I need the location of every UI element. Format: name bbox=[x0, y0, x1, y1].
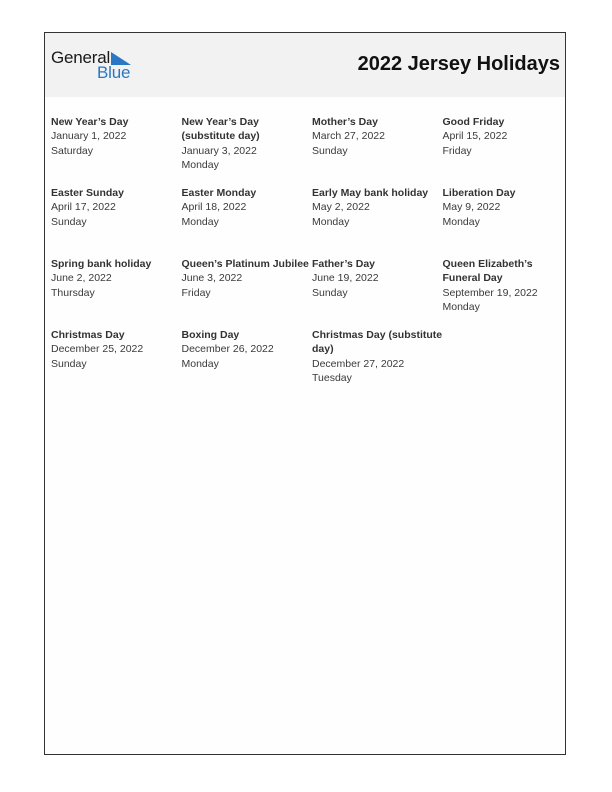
holiday-date: December 27, 2022 bbox=[312, 357, 405, 370]
holiday-weekday: Monday bbox=[181, 215, 219, 228]
holiday-date: March 27, 2022 bbox=[312, 130, 385, 143]
holiday-item bbox=[182, 328, 313, 399]
holiday-weekday: Friday bbox=[181, 286, 211, 299]
holiday-name: New Year’s Day (substitute day) bbox=[181, 116, 260, 143]
holiday-name: Queen’s Platinum Jubilee bbox=[181, 258, 309, 270]
holiday-item bbox=[312, 186, 443, 257]
holiday-name: Christmas Day bbox=[51, 329, 125, 341]
holiday-item bbox=[312, 257, 443, 328]
holiday-item bbox=[51, 115, 182, 186]
holiday-name: Easter Sunday bbox=[51, 187, 124, 199]
holiday-date: January 3, 2022 bbox=[181, 144, 257, 157]
holiday-date: January 1, 2022 bbox=[51, 130, 127, 143]
holiday-item bbox=[182, 186, 313, 257]
holiday-date: September 19, 2022 bbox=[442, 286, 538, 299]
holiday-weekday: Monday bbox=[312, 215, 350, 228]
holiday-weekday: Sunday bbox=[51, 215, 87, 228]
holiday-item bbox=[443, 186, 571, 257]
holiday-weekday: Monday bbox=[181, 158, 219, 171]
holiday-name: Spring bank holiday bbox=[51, 258, 152, 270]
holiday-name: Mother’s Day bbox=[312, 116, 378, 128]
holiday-date: April 18, 2022 bbox=[181, 201, 247, 214]
page-header bbox=[45, 33, 565, 97]
logo-word-blue: Blue bbox=[97, 63, 131, 82]
holiday-item bbox=[443, 115, 571, 186]
holiday-weekday: Sunday bbox=[312, 286, 348, 299]
holiday-date: May 2, 2022 bbox=[312, 201, 370, 214]
holiday-weekday: Sunday bbox=[312, 144, 348, 157]
holiday-item bbox=[182, 257, 313, 328]
holiday-date: June 2, 2022 bbox=[51, 272, 112, 285]
holiday-item bbox=[51, 186, 182, 257]
holiday-date: April 17, 2022 bbox=[51, 201, 116, 214]
generalblue-logo bbox=[51, 49, 141, 83]
holiday-date: December 25, 2022 bbox=[51, 343, 144, 356]
holiday-weekday: Monday bbox=[181, 357, 219, 370]
holiday-weekday: Friday bbox=[442, 144, 472, 157]
holiday-item bbox=[182, 115, 313, 186]
holiday-name: Liberation Day bbox=[442, 187, 516, 199]
holiday-date: December 26, 2022 bbox=[181, 343, 274, 356]
holiday-name: Queen Elizabeth’s Funeral Day bbox=[442, 258, 533, 285]
holiday-name: Good Friday bbox=[442, 116, 505, 128]
holiday-name: Easter Monday bbox=[181, 187, 257, 199]
holiday-item bbox=[312, 115, 443, 186]
logo-word-general: General bbox=[51, 48, 111, 67]
holiday-name: Christmas Day (substitute day) bbox=[312, 329, 443, 356]
holiday-name: New Year’s Day bbox=[51, 116, 129, 128]
holiday-item bbox=[51, 328, 182, 399]
page-title: 2022 Jersey Holidays bbox=[357, 53, 560, 75]
calendar-page bbox=[44, 32, 566, 755]
holiday-date: April 15, 2022 bbox=[442, 130, 508, 143]
holiday-weekday: Tuesday bbox=[312, 371, 352, 384]
holiday-name: Early May bank holiday bbox=[312, 187, 429, 199]
holiday-name: Father’s Day bbox=[312, 258, 376, 270]
holiday-weekday: Sunday bbox=[51, 357, 87, 370]
holiday-weekday: Saturday bbox=[51, 144, 94, 157]
holiday-list bbox=[51, 115, 571, 399]
holiday-weekday: Monday bbox=[442, 215, 480, 228]
holiday-item bbox=[312, 328, 443, 399]
holiday-date: June 3, 2022 bbox=[181, 272, 243, 285]
holiday-date: June 19, 2022 bbox=[312, 272, 379, 285]
holiday-weekday: Thursday bbox=[51, 286, 95, 299]
holiday-item bbox=[51, 257, 182, 328]
holiday-name: Boxing Day bbox=[181, 329, 240, 341]
holiday-item bbox=[443, 257, 571, 328]
holiday-weekday: Monday bbox=[442, 300, 480, 313]
holiday-date: May 9, 2022 bbox=[442, 201, 501, 214]
